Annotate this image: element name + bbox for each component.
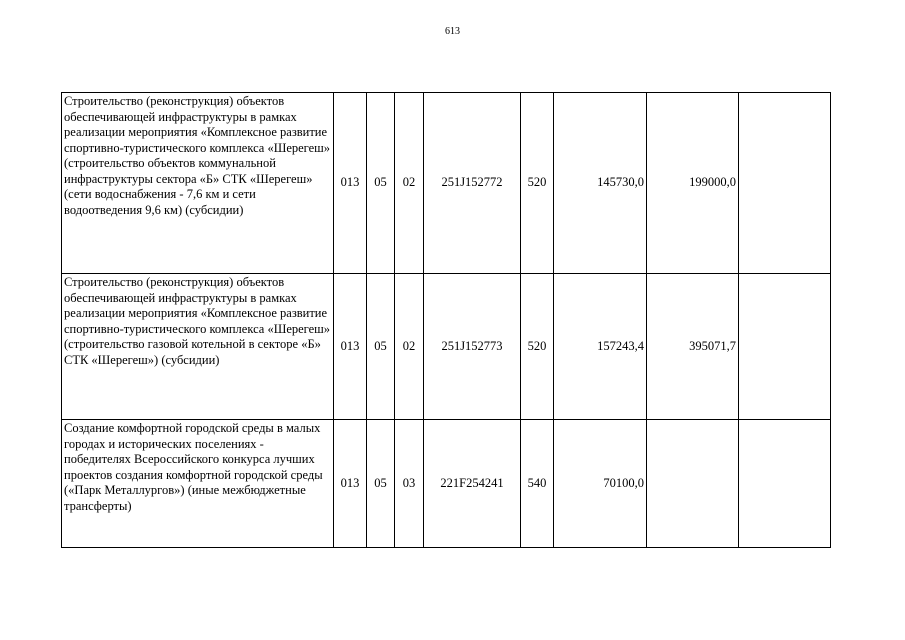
budget-table — [61, 92, 831, 548]
row-expense-type: 540 — [521, 420, 554, 548]
row-expense-type: 520 — [521, 274, 554, 420]
row-amount-2 — [647, 420, 739, 548]
row-target-article: 251J152772 — [424, 93, 521, 274]
page-number: 613 — [445, 26, 460, 37]
row-ministry-code: 013 — [334, 93, 367, 274]
row-section-code: 05 — [367, 274, 395, 420]
row-ministry-code: 013 — [334, 420, 367, 548]
row-description: Строительство (реконструкция) объектов обеспечивающей инфраструктуры в рамках реализации мероприятия «Комплексное развитие спортивно-туристического комплекса «Шерегеш» (строительство газовой котельной в секторе «Б» СТК «Шерегеш») (субсидии) — [62, 274, 334, 420]
table-row — [62, 420, 831, 548]
row-description: Строительство (реконструкция) объектов обеспечивающей инфраструктуры в рамках реализации мероприятия «Комплексное развитие спортивно-туристического комплекса «Шерегеш» (строительство объектов коммунальной инфраструктуры сектора «Б» СТК «Шерегеш» (сети водоснабжения - 7,6 км и сети водоотведения 9,6 км) (субсидии) — [62, 93, 334, 274]
row-description: Создание комфортной городской среды в малых городах и исторических поселениях - победителях Всероссийского конкурса лучших проектов создания комфортной городской среды («Парк Металлургов») (иные межбюджетные трансферты) — [62, 420, 334, 548]
row-target-article: 221F254241 — [424, 420, 521, 548]
row-ministry-code: 013 — [334, 274, 367, 420]
row-section-code: 05 — [367, 420, 395, 548]
row-amount-3 — [739, 420, 831, 548]
row-amount-2: 395071,7 — [647, 274, 739, 420]
row-amount-3 — [739, 274, 831, 420]
row-subsection-code: 02 — [395, 274, 424, 420]
row-amount-1: 145730,0 — [554, 93, 647, 274]
row-amount-1: 157243,4 — [554, 274, 647, 420]
row-amount-1: 70100,0 — [554, 420, 647, 548]
row-subsection-code: 03 — [395, 420, 424, 548]
row-expense-type: 520 — [521, 93, 554, 274]
table-row — [62, 93, 831, 274]
table-row — [62, 274, 831, 420]
row-amount-3 — [739, 93, 831, 274]
row-target-article: 251J152773 — [424, 274, 521, 420]
row-subsection-code: 02 — [395, 93, 424, 274]
row-section-code: 05 — [367, 93, 395, 274]
row-amount-2: 199000,0 — [647, 93, 739, 274]
